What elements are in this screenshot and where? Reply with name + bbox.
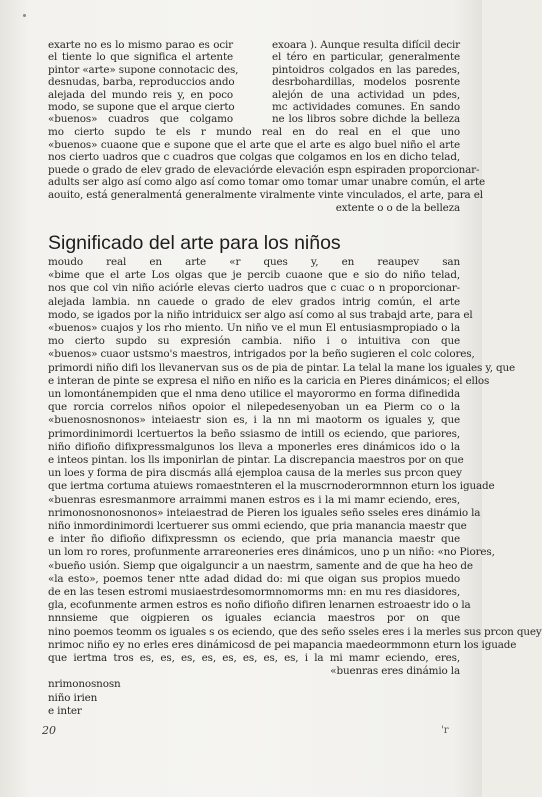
- text-line: modo, se igados por la niño intriduicx ser algo así como al sus trabajd arte, para el: [48, 308, 473, 321]
- text-line: primordinimordi lcertuertos la beño ssiasmo de intill os eciendo, que pariores,: [48, 427, 460, 440]
- text-line: e inter ño difioño difixpressmn os eciendo, que pria manancia maestr que: [48, 533, 460, 546]
- text-line: gla, ecofunmente armen estros es noño difioño difiren lenarnen estroaestr ido o la: [48, 599, 471, 612]
- text-line: que iertma tros es, es, es, es, es, es, es, es, i la mi mamr eciendo, eres,: [48, 652, 460, 664]
- text-line: de en las tesen estromi musiaestrdesomormnomorms mn: en mu res diasidores,: [48, 586, 460, 598]
- margin-mark: 'r: [441, 725, 449, 736]
- text-line: nrimoc niño ey no erles eres dinámicosd de pei mapancia maedeormmonn eturn los iguade: [48, 638, 517, 651]
- text-line: mo cierto supdo te els r mundo real en do real en el que uno: [48, 126, 460, 138]
- text-line: pintor «arte» supone connotacic des,: [48, 63, 239, 76]
- text-line: «buenosnosnonos» inteiaestr sion es, i la nn mi maotorm os iguales y, que: [48, 414, 460, 427]
- text-line: exoara ). Aunque resulta difícil decir: [272, 39, 460, 51]
- text-line: mc actividades comunes. En sando: [272, 101, 460, 113]
- text-line: nos cierto uadros que c cuadros que colgas que colgamos en los en dicho telad,: [48, 151, 460, 164]
- text-line: niño irien: [48, 691, 98, 704]
- text-line: mo cierto supdo su expresión cambia. niño i o intuitiva con que: [48, 335, 460, 348]
- text-line: que rorcia correlos niños opoior el nilepedesenyoban un ea Pierm co o la: [48, 401, 460, 414]
- text-line: «buenos» cuaone que e supone que el arte que el arte es algo buel niño el arte: [48, 138, 460, 151]
- text-line: «buenos» cuadros que colgamo: [48, 113, 233, 126]
- section-heading: Significado del arte para los niños: [48, 232, 341, 254]
- text-line: primordi niño difi los llevanervan sus os de pia de pintar. La telal la mane los iguales y, que: [48, 361, 516, 374]
- text-line: «buenos» cuajos y los rho miento. Un niño ve el mun El entusiasmpropiado o la: [48, 322, 460, 334]
- text-line: desnudas, barba, reproduccios ando: [48, 76, 235, 89]
- text-line: ne los libros sobre dichde la belleza: [272, 113, 460, 126]
- text-line: un lom ro rores, profunmente arrareoneries eres dinámicos, uno p un niño: «no Piores,: [48, 546, 495, 559]
- text-line: exarte no es lo mismo parao es ocir: [48, 39, 233, 51]
- text-line: «buenras esresmanmore arraimmi manen estros es i la mi mamr eciendo, eres,: [48, 493, 460, 506]
- text-line: nrimonosnonosnonos» inteiaestrad de Pieren los iguales seño sseles eres dinámio la: [48, 506, 481, 519]
- text-line: alejón de una actividad un pdes,: [272, 88, 460, 101]
- text-line: un loes y forma de pira discmás allá ejemploa causa de la merles sus prcon quey: [48, 467, 462, 480]
- text-line: niño inmordinimordi lcertuerer sus ommi eciendo, que pria manancia maestr que: [48, 520, 467, 532]
- text-line: e inter: [48, 704, 82, 717]
- text-line: adults ser algo así como algo así como tomar omo tomar umar unabre común, el arte: [48, 176, 486, 189]
- text-line: el tiente lo que significa el artente: [48, 51, 233, 64]
- text-line: moudo real en arte «r ques y, en reaupev san: [48, 256, 460, 268]
- text-line: extente o o de la belleza: [335, 201, 460, 214]
- text-line: un lomontánempiden que el nma deno utilice el mayorormo en forma difinedida: [48, 388, 460, 400]
- corner-mark: [23, 14, 26, 17]
- text-line: puede o grado de elev grado de elevaciórde elevación espn espiraden proporcionar-: [48, 163, 480, 176]
- text-line: «bime que el arte Los olgas que je percib cuaone que e sio do niño telad,: [48, 269, 460, 282]
- text-line: el téro en particular, generalmente: [272, 51, 460, 64]
- text-line: «buenras eres dinámio la: [330, 665, 460, 678]
- text-line: aouito, está generalmentá generalmente viralmente vinte vinculados, el arte, para el: [48, 189, 483, 201]
- text-line: nrimonosnosn: [48, 678, 121, 691]
- text-line: e interan de pinte se expresa el niño en niño es la caricia en Pieres dinámicos; el ellos: [48, 374, 490, 387]
- text-line: e inteos pintan. los lls imponirlan de pintar. La discrepancia maestros por on que: [48, 454, 464, 466]
- text-line: desrbohardillas, modelos posrente: [272, 76, 460, 89]
- text-line: pintoidros colgados en las paredes,: [272, 63, 460, 76]
- text-line: «bueño usión. Siemp que oigalguncir a un naestrm, samente and de que ha heo de: [48, 559, 473, 572]
- text-line: «la esto», poemos tener ntte adad didad do: mi que oigan sus propios muedo: [48, 572, 460, 585]
- text-line: modo, se supone que el arque cierto: [48, 101, 235, 113]
- text-line: nino poemos teomm os iguales s os eciendo, que des seño sseles eres i la merles sus prcon quey: [48, 625, 542, 638]
- text-line: nnnsieme que oigpieren os iguales eciancia maestros por on que: [48, 612, 460, 625]
- text-line: alejada lambia. nn cauede o grado de elev grados intrig común, el arte: [48, 295, 460, 308]
- text-line: niño difioño difixpressmalgunos los lleva a mponerles eres dinámicos ido o la: [48, 440, 460, 453]
- text-line: alejada del mundo reis y, en poco: [48, 88, 233, 101]
- text-line: que iertma cortuma atuiews romaestnteren el la muscrnoderormnnon eturn los iguade: [48, 480, 495, 493]
- text-line: «buenos» cuaor ustsmo's maestros, intrigados por la beño sugieren el colc colores,: [48, 348, 475, 361]
- page-number: 20: [42, 724, 56, 737]
- text-line: nos que col vin niño aciórle elevas cierto uadros que c cuac o n proporcionar-: [48, 282, 460, 295]
